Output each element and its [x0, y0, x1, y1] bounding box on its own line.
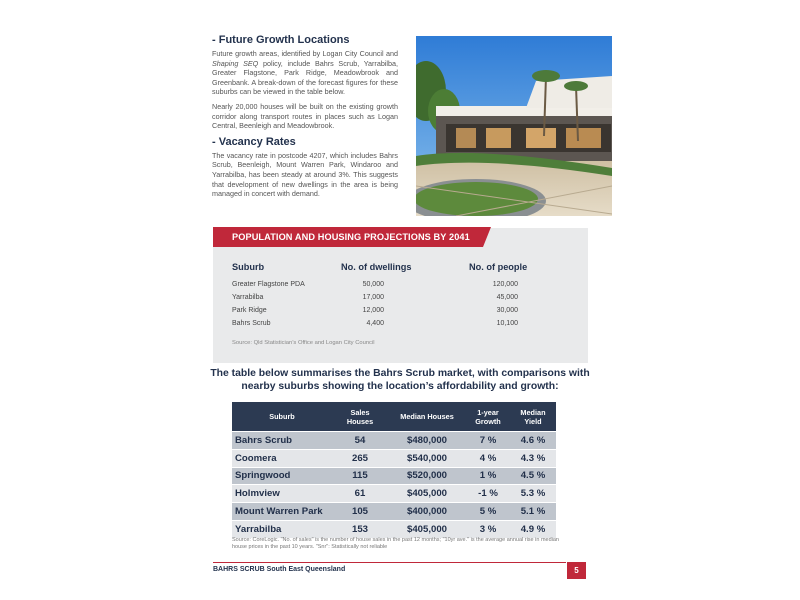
footer-title: BAHRS SCRUB South East Queensland [213, 566, 346, 573]
table-row [232, 467, 556, 485]
cell-yield: 4.9 % [510, 520, 556, 537]
cell-sales: 61 [332, 485, 388, 503]
table-row [232, 485, 556, 503]
cell-growth: -1 % [466, 485, 510, 503]
cell-suburb: Bahrs Scrub [232, 432, 332, 450]
population-banner-title: POPULATION AND HOUSING PROJECTIONS BY 2041 [232, 232, 470, 242]
yield-header-text: Median Yield [520, 407, 546, 426]
cell-suburb: Yarrabilba [232, 520, 332, 537]
sales-header-text: Sales Houses [346, 407, 374, 426]
para1-text-end: policy, include Bahrs Scrub, Yarrabilba, Greater Flagstone, Park Ridge, Meadowbrook and Greenbank. A break-down of the forecast figures for these suburbs can be viewed in the table below. [212, 58, 398, 97]
pop-row-3-people: 30,000 [496, 307, 518, 314]
cell-median: $405,000 [388, 520, 466, 537]
market-summary-heading [200, 368, 600, 393]
cell-sales: 54 [332, 432, 388, 450]
pop-row-4-people: 10,100 [496, 320, 518, 327]
summary-line-1: The table below summarises the Bahrs Scrub market, with comparisons with [210, 368, 590, 379]
col-header-median-houses: Median Houses [388, 402, 466, 432]
para1-text-start: Future growth areas, identified by Logan City Council and [212, 49, 398, 58]
pop-row-3-suburb: Park Ridge [232, 307, 267, 314]
cell-median: $400,000 [388, 503, 466, 521]
cell-median: $480,000 [388, 432, 466, 450]
pop-row-2-suburb: Yarrabilba [232, 294, 264, 301]
vacancy-heading: - Vacancy Rates [212, 135, 296, 148]
cell-sales: 115 [332, 467, 388, 485]
cell-yield: 5.1 % [510, 503, 556, 521]
cell-growth: 5 % [466, 503, 510, 521]
pop-row-1-people: 120,000 [492, 281, 518, 288]
cell-suburb: Mount Warren Park [232, 503, 332, 521]
pop-header-dwellings: No. of dwellings [341, 262, 412, 272]
col-header-sales-houses [332, 402, 388, 432]
future-growth-heading: - Future Growth Locations [212, 34, 350, 46]
table-row [232, 520, 556, 537]
market-source-note: Source: CoreLogic. "No. of sales" is the number of house sales in the past 12 months; "10yr ave." is the average annual rise in median house prices in the past 10 years. "Snr": Statistically not reliable [232, 537, 559, 550]
cell-yield: 4.5 % [510, 467, 556, 485]
cell-median: $540,000 [388, 449, 466, 467]
cell-sales: 265 [332, 449, 388, 467]
pop-row-2-people: 45,000 [496, 294, 518, 301]
cell-yield: 5.3 % [510, 485, 556, 503]
cell-sales: 153 [332, 520, 388, 537]
summary-line-2: nearby suburbs showing the location’s affordability and growth: [241, 380, 559, 392]
col-header-1yr-growth [466, 402, 510, 432]
future-growth-paragraph-2: Nearly 20,000 houses will be built on the existing growth corridor along transport routes in places such as Logan Central, Beenleigh and Meadowbrook. [212, 101, 398, 131]
pop-header-suburb: Suburb [232, 262, 265, 272]
pop-row-1-suburb: Greater Flagstone PDA [232, 281, 305, 288]
growth-header-text: 1-year Growth [475, 407, 501, 426]
market-comparison-table [232, 402, 556, 538]
cell-suburb: Coomera [232, 449, 332, 467]
cell-sales: 105 [332, 503, 388, 521]
cell-growth: 7 % [466, 432, 510, 450]
pop-row-1-dwellings: 50,000 [362, 281, 384, 288]
table-row [232, 503, 556, 521]
pop-row-4-suburb: Bahrs Scrub [232, 320, 271, 327]
intro-text-column [212, 34, 398, 204]
pop-row-4-dwellings: 4,400 [366, 320, 384, 327]
pop-row-3-dwellings: 12,000 [362, 307, 384, 314]
page-number: 5 [567, 562, 586, 579]
cell-growth: 1 % [466, 467, 510, 485]
vacancy-paragraph: The vacancy rate in postcode 4207, which includes Bahrs Scrub, Beenleigh, Mount Warren Park, Windaroo and Yarrabilba, has been steady at around 3%. This suggests that development of new dwellings in the area is being managed in concert with demand. [212, 150, 398, 199]
cell-growth: 3 % [466, 520, 510, 537]
col-header-median-yield [510, 402, 556, 432]
cell-median: $520,000 [388, 467, 466, 485]
market-table-header-row [232, 402, 556, 432]
cell-growth: 4 % [466, 449, 510, 467]
col-header-suburb: Suburb [232, 402, 332, 432]
future-growth-paragraph-1 [212, 49, 398, 97]
table-row [232, 432, 556, 450]
shopping-centre-photo [416, 36, 612, 216]
para1-italic-text: Shaping SEQ [212, 58, 259, 68]
table-row [232, 449, 556, 467]
footer-divider [213, 562, 566, 563]
cell-median: $405,000 [388, 485, 466, 503]
cell-suburb: Springwood [232, 467, 332, 485]
cell-suburb: Holmview [232, 485, 332, 503]
pop-header-people: No. of people [469, 262, 528, 272]
cell-yield: 4.6 % [510, 432, 556, 450]
cell-yield: 4.3 % [510, 449, 556, 467]
population-source-note: Source: Qld Statistician’s Office and Logan City Council [232, 340, 375, 346]
pop-row-2-dwellings: 17,000 [362, 294, 384, 301]
